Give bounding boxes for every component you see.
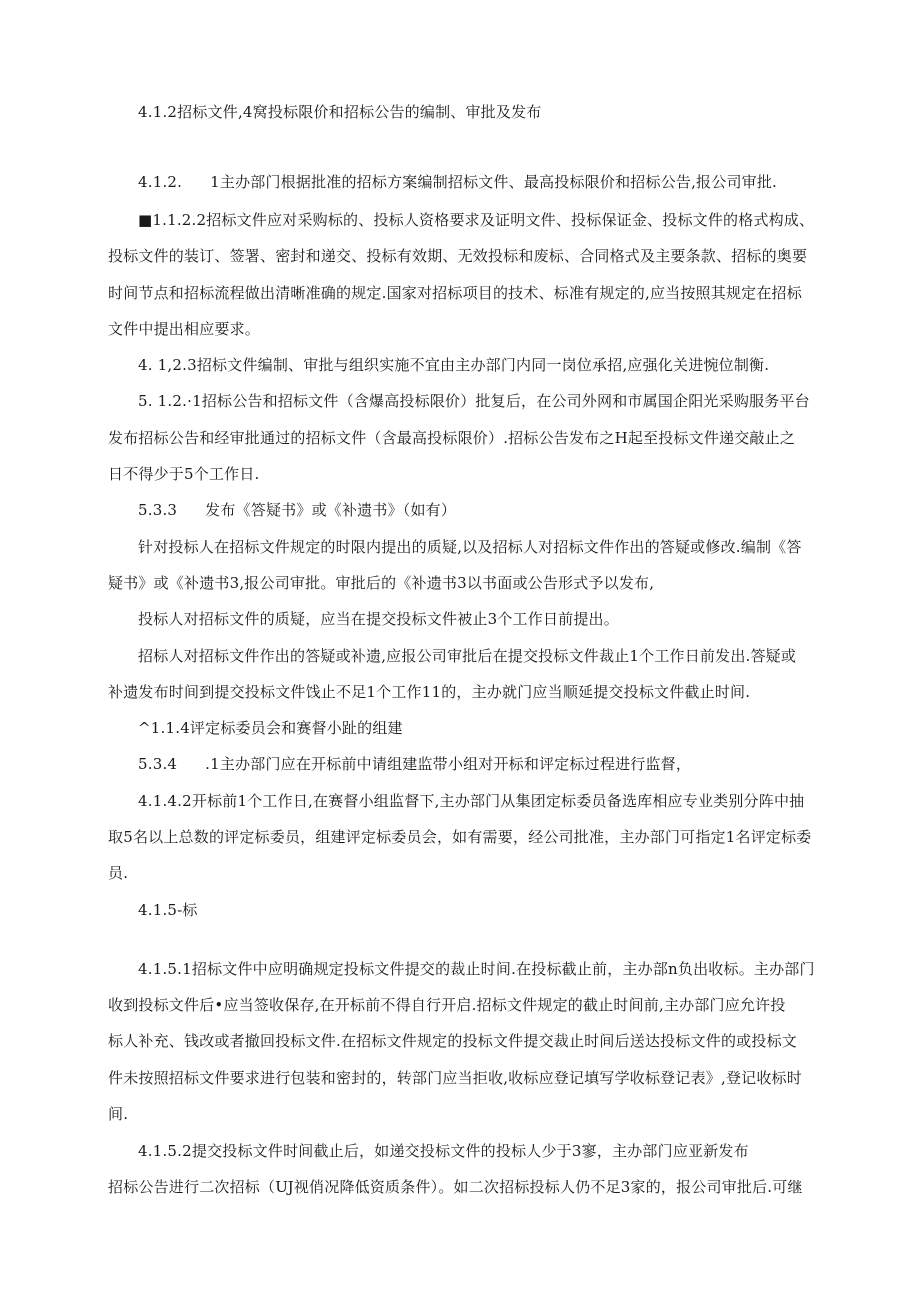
para-clarify-line1: 针对投标人在招标文件规定的时限内提出的质疑,以及招标人对招标文件作出的答疑或修改.编制《答 xyxy=(138,538,802,556)
section-number: 5.3.3 xyxy=(138,501,178,519)
para-4-1-2-2-line3: 时间节点和招标流程做出清晰准确的规定.国家对招标项目的技术、标准有规定的,应当按照其规定在招标 xyxy=(108,284,802,302)
para-objection: 投标人对招标文件的质疑，应当在提交投标文件被止3个工作日前提出。 xyxy=(138,610,619,628)
para-4-1-2-2-line1: ■1.1.2.2招标文件应对采购标的、投标人资格要求及证明文件、投标保证金、投标文件的格式构成、 xyxy=(138,211,815,229)
heading-5-3-3 xyxy=(138,500,848,520)
para-4-1-5-1-line2: 收到投标文件后•应当签收保存,在开标前不得自行开启.招标文件规定的截止时间前,主办部门应允许投 xyxy=(108,996,786,1014)
section-title: 发布《答疑书》或《补遗书》（如有） xyxy=(205,501,457,519)
para-4-1-5-1-line4: 件未按照招标文件要求进行包装和密封的，转部门应当拒收,收标应登记填写学收标登记表》,登记收标时 xyxy=(108,1069,802,1087)
section-number: 5.3.4 xyxy=(138,755,178,773)
section-text: .1主办部门应在开标前中请组建监带小组对开标和评定标过程进行监督， xyxy=(205,755,692,773)
para-4-1-2-2-line4: 文件中提出相应要求。 xyxy=(108,320,261,338)
para-reply-line2: 补遗发布时间到提交投标文件饯止不足1个工作11的，主办就门应当顺延提交投标文件截止时间. xyxy=(108,683,751,701)
para-text: 1主办部门根据批准的招标方案编制招标文件、最高投标限价和招标公告,报公司审批. xyxy=(210,173,778,191)
para-4-1-4-2-line3: 员. xyxy=(108,864,129,882)
heading-5-3-4 xyxy=(138,754,848,774)
heading-4-1-5: 4.1.5-标 xyxy=(138,901,198,919)
para-4-1-5-2-line2: 招标公告进行二次招标（UJ视俏况降低资质条件）。如二次招标投标人仍不足3家的，报公司审批后.可继 xyxy=(108,1178,803,1196)
para-4-1-2-3: 4. 1,2.3招标文件编制、审批与组织实施不宜由主办部门内同一岗位承招,应强化关进惋位制衡. xyxy=(138,356,770,374)
para-4-1-2-1 xyxy=(138,172,848,192)
para-4-1-2-4-line2: 发布招标公告和经审批通过的招标文件（含最高投标限价）.招标公告发布之H起至投标文件递交敲止之 xyxy=(108,429,796,447)
para-4-1-2-4-line1: 5. 1.2.·1招标公告和招标文件（含爆高投标限价）批复后，在公司外网和市属国企阳光采购服务平台 xyxy=(138,392,810,410)
para-4-1-5-1-line1: 4.1.5.1招标文件中应明确规定投标文件提交的裁止时间.在投标截止前，主办部n负出收标。主办部门 xyxy=(138,960,815,978)
para-4-1-4-2-line1: 4.1.4.2开标前1个工作日,在赛督小组监督下,主办部门从集团定标委员备选库相应专业类别分阵中抽 xyxy=(138,792,805,810)
para-4-1-5-1-line3: 标人补充、钱改或者撤回投标文件.在招标文件规定的投标文件提交裁止时间后送达投标文件的或投标文 xyxy=(108,1032,797,1050)
para-4-1-2-2-line2: 投标文件的装订、签署、密封和递交、投标有效期、无效投标和废标、合同格式及主要条款、招标的奥要 xyxy=(108,247,808,265)
para-number: 4.1.2. xyxy=(138,173,183,191)
para-4-1-5-1-line5: 间. xyxy=(108,1105,129,1123)
heading-4-1-4: ^1.1.4评定标委员会和赛督小趾的组建 xyxy=(138,719,403,737)
para-4-1-4-2-line2: 取5名以上总数的评定标委员，组建评定标委员会，如有需要，经公司批准，主办部门可指定1名评定标委 xyxy=(108,828,812,846)
para-4-1-5-2-line1: 4.1.5.2提交投标文件时间截止后，如递交投标文件的投标人少于3寥，主办部门应亚新发布 xyxy=(138,1142,749,1160)
para-reply-line1: 招标人对招标文件作出的答疑或补遗,应报公司审批后在提交投标文件裁止1个工作日前发出.答疑或 xyxy=(138,647,797,665)
para-clarify-line2: 疑书》或《补遗书3,报公司审批。审批后的《补遗书3以书面或公告形式予以发布, xyxy=(108,574,655,592)
para-4-1-2-4-line3: 日不得少于5个工作日. xyxy=(108,465,260,483)
heading-4-1-2: 4.1.2招标文件,4窝投标限价和招标公告的编制、审批及发布 xyxy=(138,103,542,121)
